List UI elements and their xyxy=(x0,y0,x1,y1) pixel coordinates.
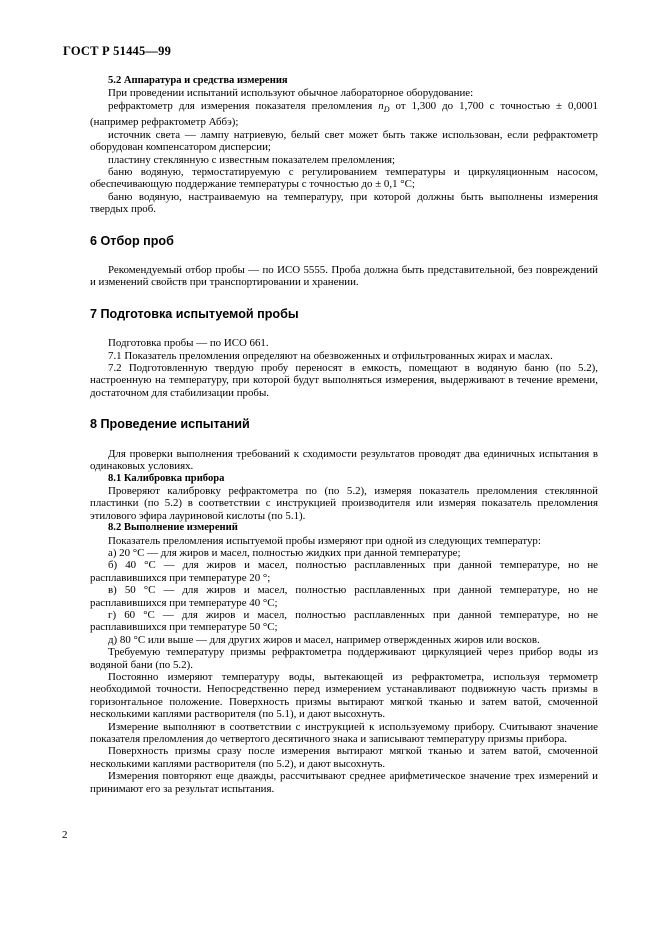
paragraph: источник света — лампу натриевую, белый свет может быть также использован, если рефрактометр оборудован компенсатором дисперсии; xyxy=(90,128,598,154)
section-title-6: 6 Отбор проб xyxy=(90,233,174,248)
text-span: от 1,300 до 1,700 с точностью ± 0,0001 (например рефрактометр Аббэ); xyxy=(90,99,598,129)
paragraph: Для проверки выполнения требований к сходимости результатов проводят два единичных испытания в одинаковых условиях. xyxy=(90,447,598,473)
subsection-title-8-2: 8.2 Выполнение измерений xyxy=(108,522,238,534)
subscript-d: D xyxy=(383,104,390,114)
paragraph: Проверяют калибровку рефрактометра по (по 5.2), измеряя показатель преломления стеклянной пластинки (по 5.2) в соответствии с инструкцией производителя или измеряя показатель преломления этилового эфира лауриновой кислоты (по 5.1). xyxy=(90,484,598,522)
paragraph: Постоянно измеряют температуру воды, вытекающей из рефрактометра, используя термометр необходимой точности. Непосредственно перед измерением устанавливают подвижную часть призмы в горизонтальное положение. Поверхность призмы вытирают мягкой тканью и затем ватой, смоченной несколькими каплями растворителя (по 5.1), и дают высохнуть. xyxy=(90,671,598,721)
section-title-7: 7 Подготовка испытуемой пробы xyxy=(90,306,299,321)
subsection-title-5-2: 5.2 Аппаратура и средства измерения xyxy=(108,75,288,86)
paragraph: Измерение выполняют в соответствии с инструкцией к используемому прибору. Считывают значение показателя преломления до четвертого десятичного знака и записывают температуру призмы прибора. xyxy=(90,720,598,746)
list-item: а) 20 °С — для жиров и масел, полностью жидких при данной температуре; xyxy=(108,546,461,559)
paragraph: пластину стеклянную с известным показателем преломления; xyxy=(108,153,396,166)
paragraph: Поверхность призмы сразу после измерения вытирают мягкой тканью и затем ватой, смоченной несколькими каплями растворителя (по 5.2), и дают высохнуть. xyxy=(90,745,598,770)
symbol-n: n xyxy=(378,99,384,112)
paragraph: 7.1 Показатель преломления определяют на обезвоженных и отфильтрованных жирах и маслах. xyxy=(108,349,553,362)
page-number: 2 xyxy=(62,829,68,841)
paragraph: Измерения повторяют еще дважды, рассчитывают среднее арифметическое значение трех измерений и принимают его за результат испытания. xyxy=(90,770,598,795)
list-item: д) 80 °С или выше — для других жиров и масел, например отвержденных жиров или восков. xyxy=(108,633,540,646)
document-body xyxy=(90,75,598,795)
paragraph xyxy=(90,100,598,129)
paragraph: баню водяную, термостатируемую с регулированием температуры и циркуляционным насосом, обеспечивающую поддержание температуры с точностью до ± 0,1 °С; xyxy=(90,166,598,191)
paragraph: баню водяную, настраиваемую на температуру, при которой должны быть выполнены измерения твердых проб. xyxy=(90,190,598,216)
paragraph: Рекомендуемый отбор пробы — по ИСО 5555. Проба должна быть представительной, без повреждений и изменений свойств при транспортировании и хранении. xyxy=(90,264,598,289)
text-span: рефрактометр для измерения показателя преломления xyxy=(108,99,379,112)
paragraph: Подготовка пробы — по ИСО 661. xyxy=(108,337,269,350)
paragraph: Требуемую температуру призмы рефрактометра поддерживают циркуляцией через прибор воды из водяной бани (по 5.2). xyxy=(90,646,598,671)
subsection-title-8-1: 8.1 Калибровка прибора xyxy=(108,472,225,484)
paragraph: При проведении испытаний используют обычное лабораторное оборудование: xyxy=(108,87,474,100)
list-item: г) 60 °С — для жиров и масел, полностью расплавленных при данной температуре, но не расплавившихся при температуре 50 °С; xyxy=(90,608,598,634)
document-header: ГОСТ Р 51445—99 xyxy=(63,44,172,58)
paragraph: Показатель преломления испытуемой пробы измеряют при одной из следующих температур: xyxy=(108,534,541,547)
paragraph: 7.2 Подготовленную твердую пробу переносят в емкость, помещают в водяную баню (по 5.2), настроенную на температуру, при которой будут выполняться измерения, выдерживают в течение времени, достаточном для стабилизации пробы. xyxy=(90,362,598,399)
section-title-8: 8 Проведение испытаний xyxy=(90,417,250,432)
list-item: б) 40 °С — для жиров и масел, полностью расплавленных при данной температуре, но не расплавившихся при температуре 20 °; xyxy=(90,559,598,584)
list-item: в) 50 °С — для жиров и масел, полностью расплавленных при данной температуре, но не расплавившихся при температуре 40 °С; xyxy=(90,584,598,609)
